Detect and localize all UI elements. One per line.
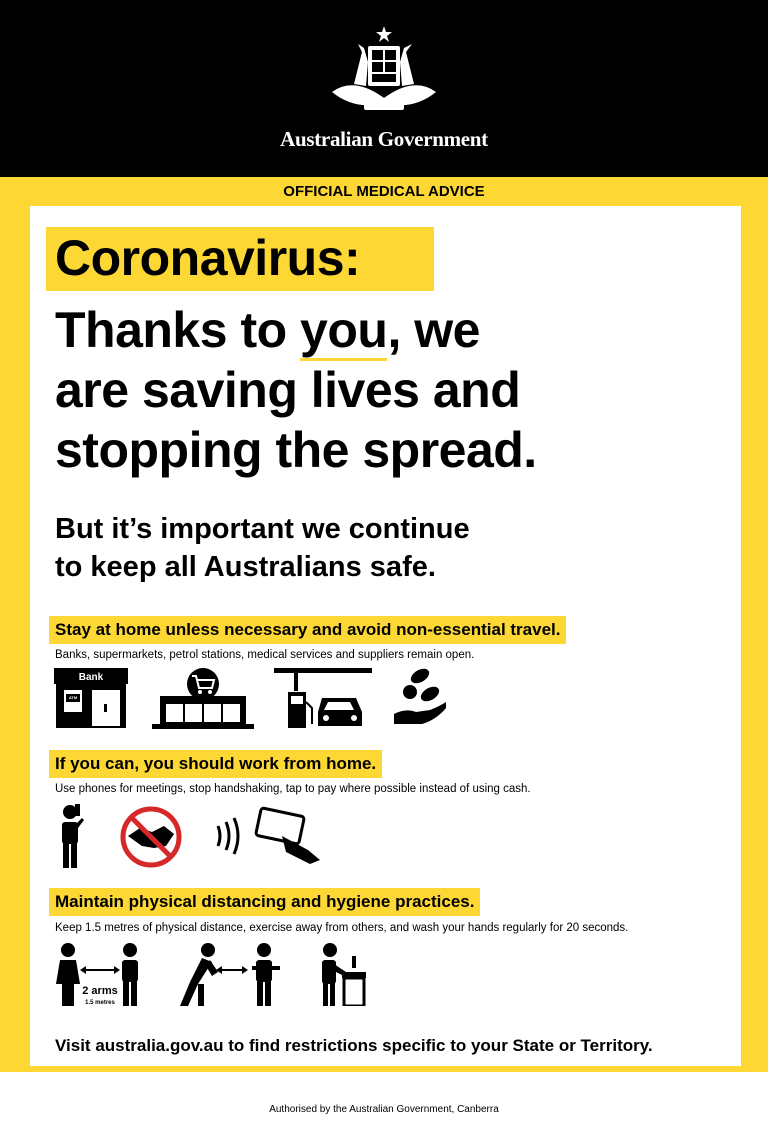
exercise-distance-icon bbox=[172, 942, 282, 1006]
petrol-station-icon bbox=[274, 668, 374, 730]
subtitle-line1: But it’s important we continue bbox=[55, 513, 470, 545]
footer-authorised: Authorised by the Australian Government, Canberra bbox=[269, 1104, 499, 1115]
title-lead: Coronavirus: bbox=[55, 230, 361, 286]
section-text-work-home: Use phones for meetings, stop handshaking, tap to pay where possible instead of using cash. bbox=[55, 783, 531, 795]
bank-sign-label: Bank bbox=[78, 672, 104, 683]
distance-icon bbox=[56, 942, 146, 1006]
subtitle-line2: to keep all Australians safe. bbox=[55, 551, 436, 583]
header-bar bbox=[0, 0, 768, 177]
headline-line2: are saving lives and bbox=[55, 362, 521, 418]
distance-sublabel: 1.5 metres bbox=[85, 1000, 115, 1006]
person-phone-icon bbox=[56, 804, 86, 868]
headline-line1-post: , we bbox=[387, 302, 480, 358]
atm-label: ATM bbox=[68, 695, 78, 700]
tap-to-pay-icon bbox=[212, 806, 324, 866]
government-title: Australian Government bbox=[280, 127, 488, 151]
headline-line1-pre: Thanks to bbox=[55, 302, 301, 358]
bank-icon bbox=[54, 668, 130, 730]
headline-emphasis: you bbox=[300, 302, 387, 361]
no-handshake-icon bbox=[118, 806, 184, 868]
official-advice-label: OFFICIAL MEDICAL ADVICE bbox=[283, 183, 485, 200]
visit-website-text: Visit australia.gov.au to find restrictions specific to your State or Territory. bbox=[55, 1036, 653, 1055]
subtitle bbox=[55, 510, 675, 586]
section-heading-stay-home: Stay at home unless necessary and avoid non-essential travel. bbox=[49, 616, 566, 644]
medicine-hand-icon bbox=[392, 666, 448, 730]
headline bbox=[55, 300, 715, 480]
section-heading-work-home: If you can, you should work from home. bbox=[49, 750, 382, 778]
supermarket-icon bbox=[152, 668, 254, 730]
coat-of-arms-icon bbox=[324, 22, 444, 122]
distance-label: 2 arms bbox=[82, 985, 118, 997]
section-text-distancing: Keep 1.5 metres of physical distance, exercise away from others, and wash your hands regularly for 20 seconds. bbox=[55, 922, 629, 934]
handwash-icon bbox=[320, 942, 368, 1006]
section-heading-distancing: Maintain physical distancing and hygiene practices. bbox=[49, 888, 480, 916]
headline-line3: stopping the spread. bbox=[55, 422, 537, 478]
section-text-stay-home: Banks, supermarkets, petrol stations, medical services and suppliers remain open. bbox=[55, 649, 475, 661]
